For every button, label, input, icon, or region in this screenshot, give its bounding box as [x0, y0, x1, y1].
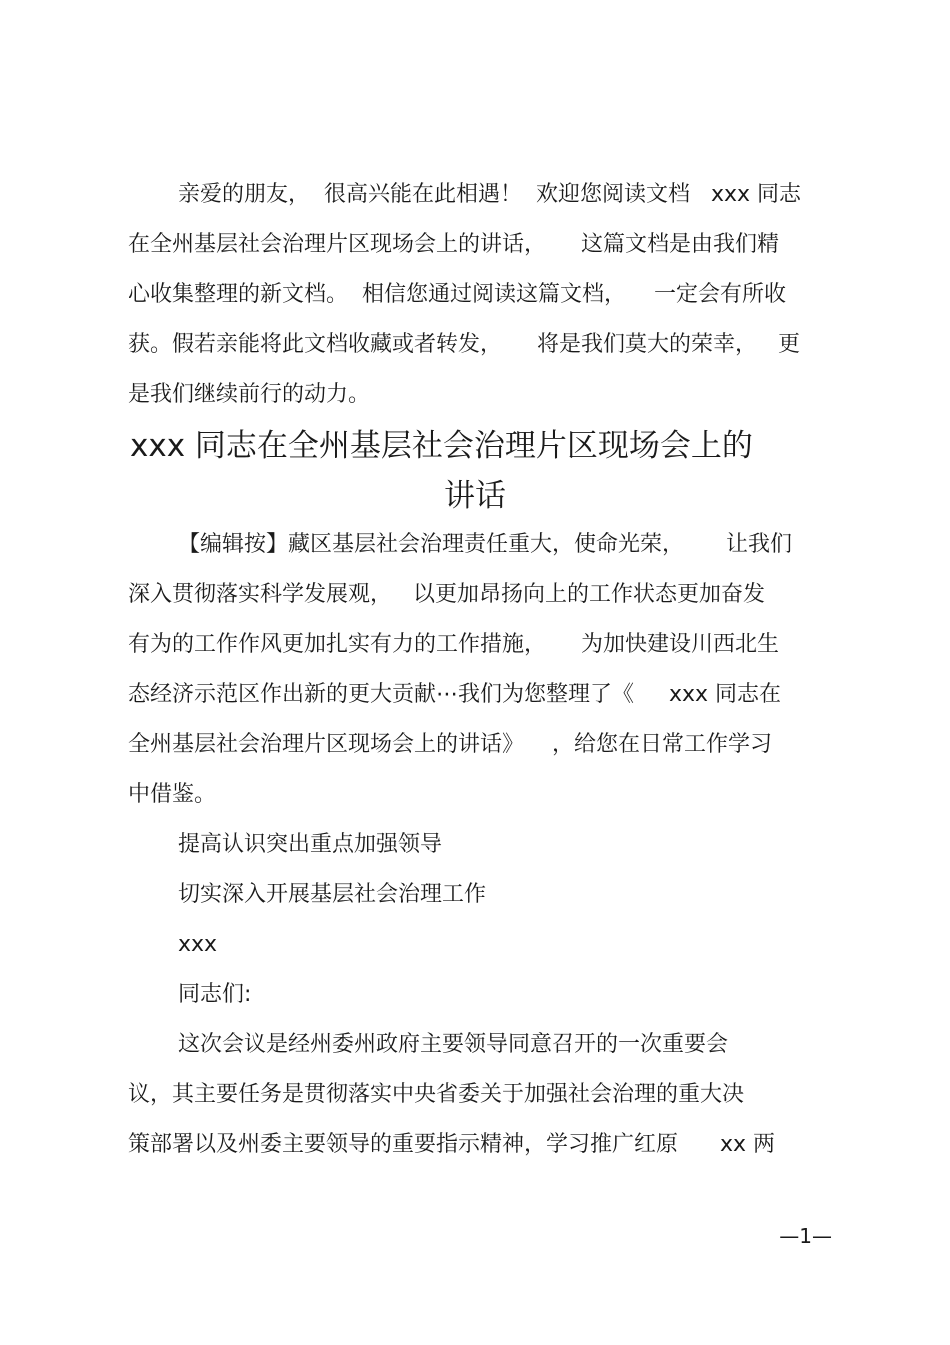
- editor-note-line-1: 【编辑按】藏区基层社会治理责任重大，使命光荣， 让我们: [178, 532, 792, 557]
- speech-body-line-1: 这次会议是经州委州政府主要领导同意召开的一次重要会: [178, 1032, 729, 1057]
- intro-line-4: 获。假若亲能将此文档收藏或者转发， 将是我们莫大的荣幸， 更: [128, 332, 800, 357]
- editor-note-line-6: 中借鉴。: [128, 782, 217, 807]
- editor-note-line-2: 深入贯彻落实科学发展观， 以更加昂扬向上的工作状态更加奋发: [128, 582, 765, 607]
- speech-heading-2: 切实深入开展基层社会治理工作: [178, 882, 487, 907]
- editor-note-line-3: 有为的工作作风更加扎实有力的工作措施， 为加快建设川西北生: [128, 632, 779, 657]
- speech-heading-1: 提高认识突出重点加强领导: [178, 832, 443, 857]
- intro-line-1: 亲爱的朋友， 很高兴能在此相遇！ 欢迎您阅读文档 xxx 同志: [178, 182, 802, 207]
- speech-body-line-3: 策部署以及州委主要领导的重要指示精神，学习推广红原 xx 两: [128, 1132, 775, 1157]
- document-title-line-2: 讲话: [444, 478, 506, 514]
- intro-line-3: 心收集整理的新文档。 相信您通过阅读这篇文档， 一定会有所收: [128, 282, 786, 307]
- editor-note-line-5: 全州基层社会治理片区现场会上的讲话》 ，给您在日常工作学习: [128, 732, 772, 757]
- intro-line-2: 在全州基层社会治理片区现场会上的讲话， 这篇文档是由我们精: [128, 232, 779, 257]
- intro-line-5: 是我们继续前行的动力。: [128, 382, 371, 407]
- speaker-name: xxx: [178, 932, 218, 957]
- salutation: 同志们:: [178, 982, 252, 1007]
- document-title-line-1: xxx 同志在全州基层社会治理片区现场会上的: [130, 428, 753, 464]
- speech-body-line-2: 议，其主要任务是贯彻落实中央省委关于加强社会治理的重大决: [128, 1082, 745, 1107]
- editor-note-line-4: 态经济示范区作出新的更大贡献⋯我们为您整理了《 xxx 同志在: [128, 682, 782, 707]
- page-number: —1—: [779, 1224, 832, 1248]
